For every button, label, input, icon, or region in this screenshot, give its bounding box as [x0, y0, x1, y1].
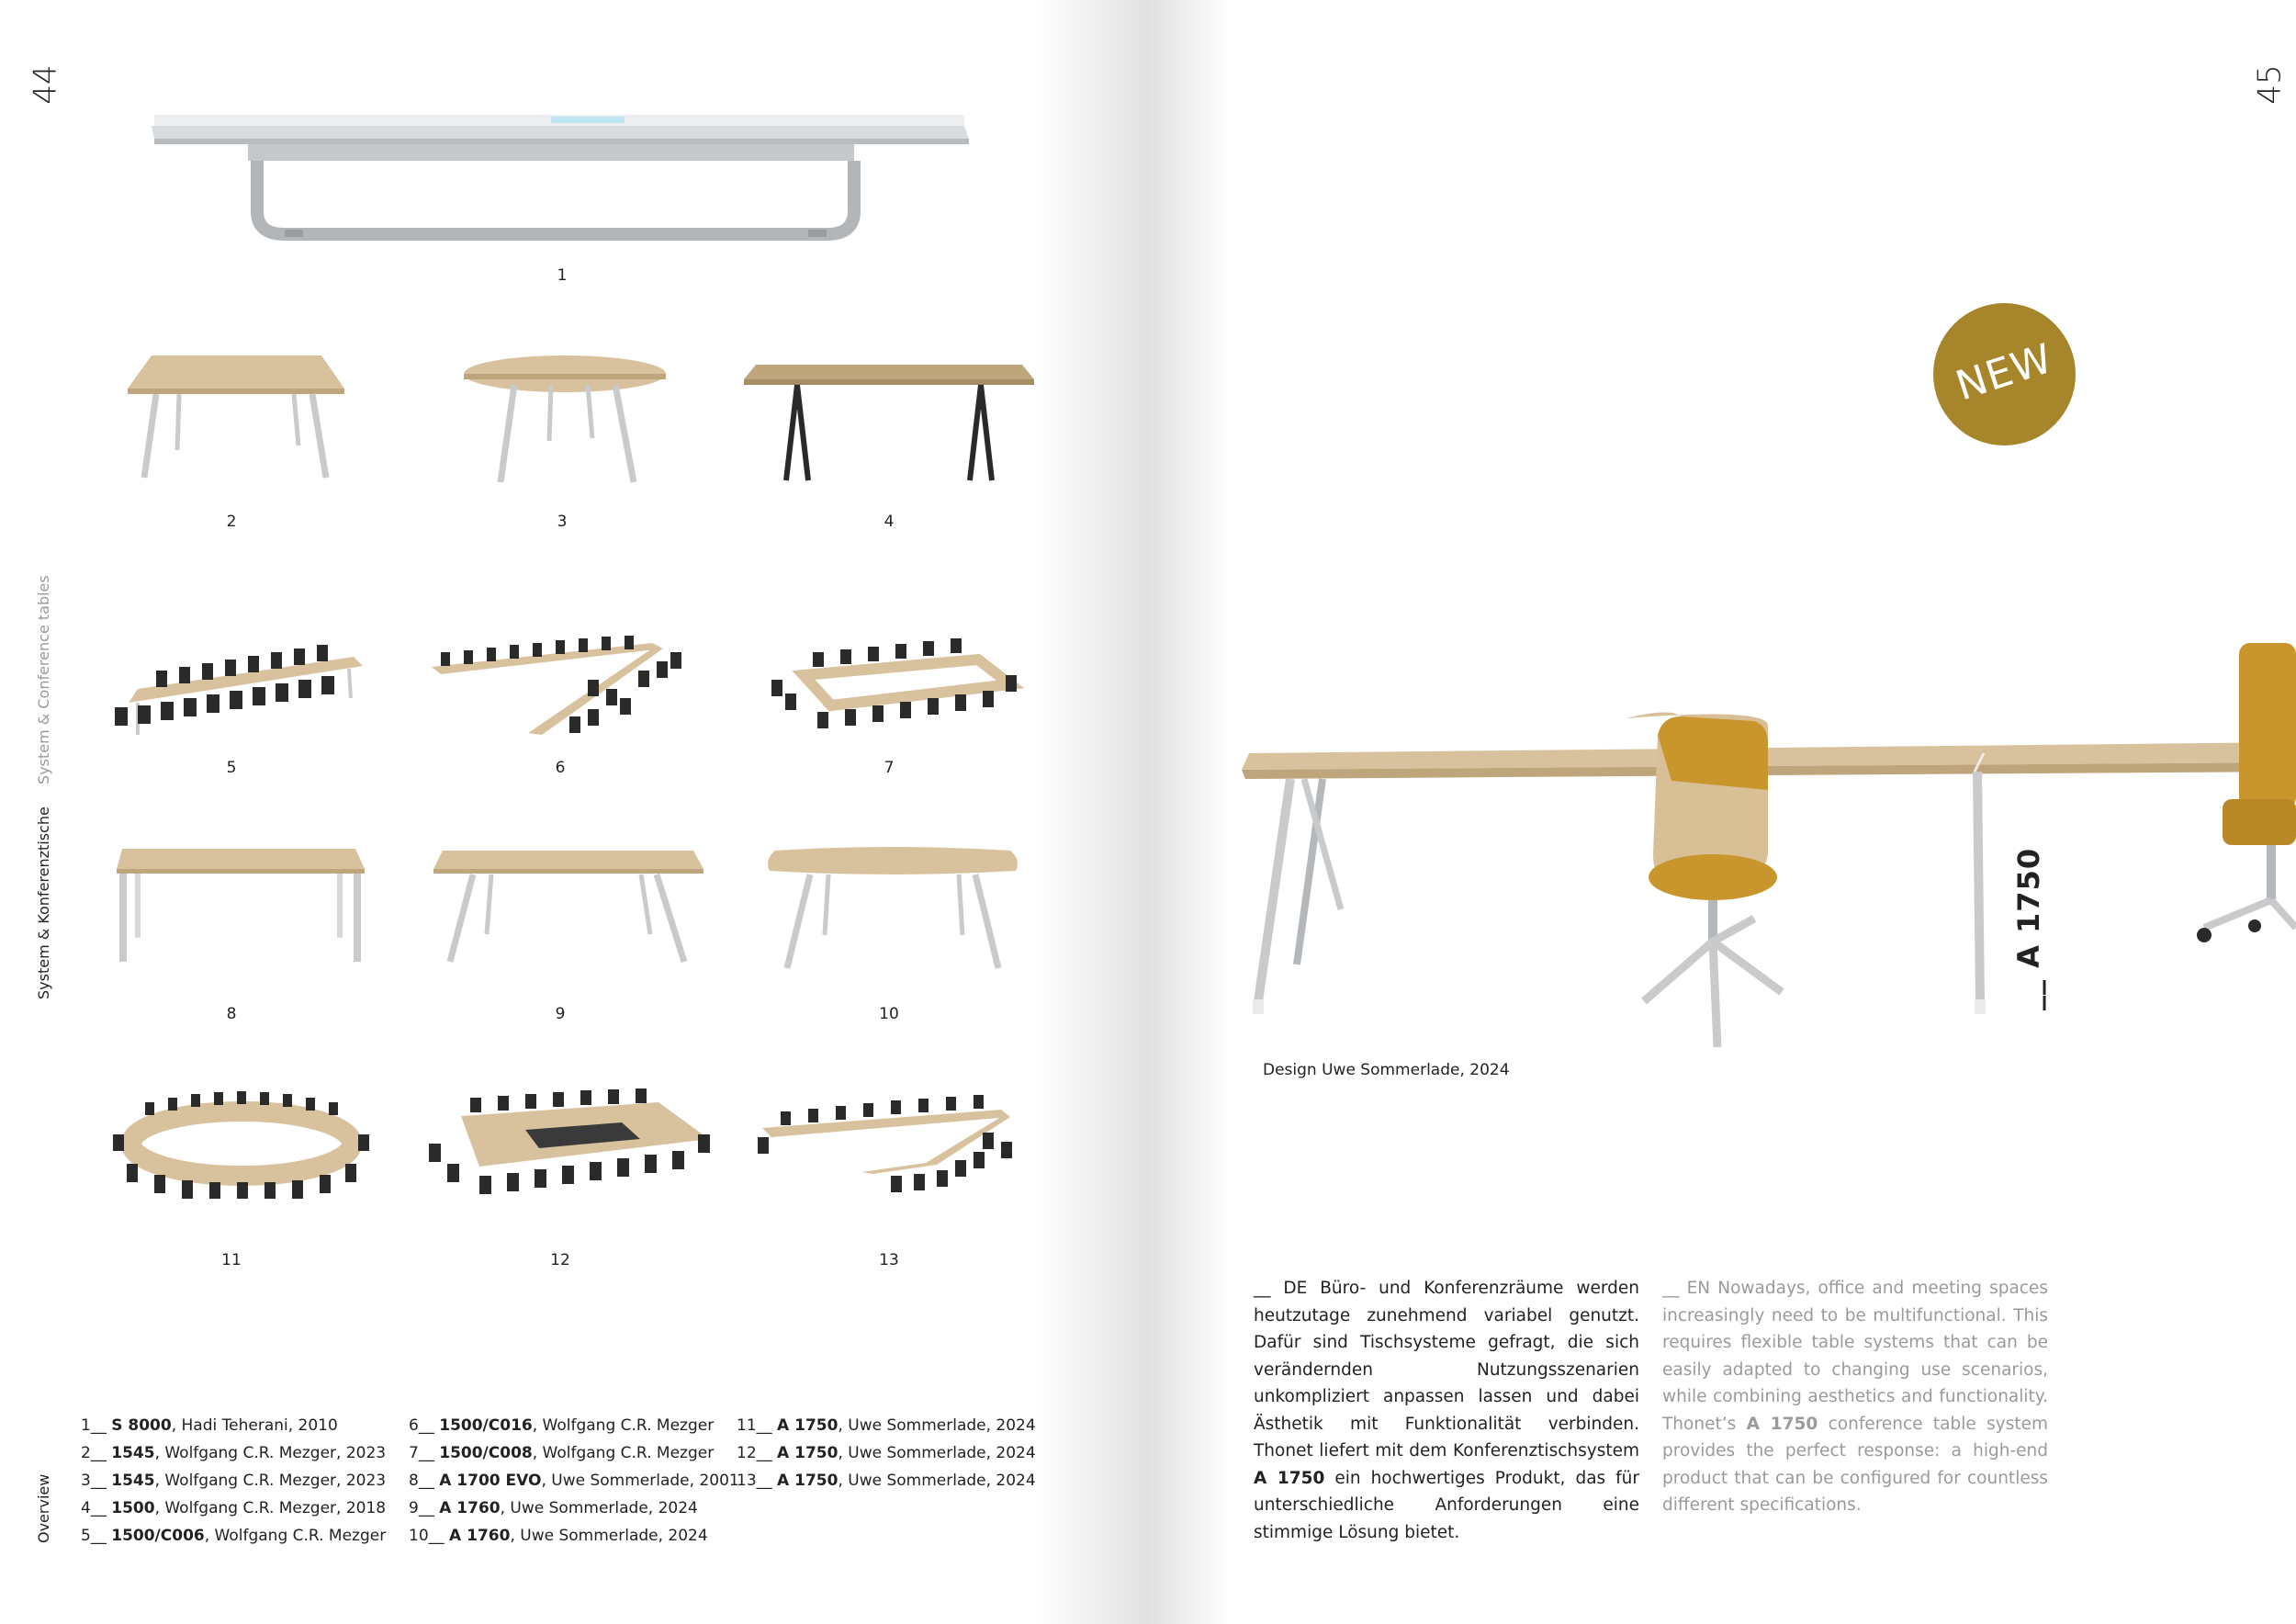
design-credit: Design Uwe Sommerlade, 2024 [1263, 1061, 1510, 1079]
legend-item: 6__ 1500/C016, Wolfgang C.R. Mezger [409, 1416, 715, 1435]
legend-item: 4__ 1500, Wolfgang C.R. Mezger, 2018 [81, 1499, 387, 1517]
new-badge [1933, 303, 2076, 445]
caption-3: 3 [557, 513, 568, 531]
legend-item: 9__ A 1760, Uwe Sommerlade, 2024 [409, 1499, 698, 1517]
new-badge-label: NEW [1950, 334, 2059, 411]
legend-column-3 [737, 1412, 1036, 1494]
text-en: __ EN Nowadays, office and meeting spaces increasingly need to be multifunctional. This requires flexible table systems that can be easily adapted to changing use scenarios, while combining aesthetics and functionality. Thonet’s A 1750 conference table system provides the perfect response: a high-end product that can be configured for countless different specifications. [1662, 1279, 2048, 1515]
product-title-vertical: __ A 1750 [2011, 847, 2046, 1010]
product-13-image [753, 1091, 1029, 1201]
product-4-image [742, 363, 1036, 484]
product-5-image [110, 634, 367, 749]
side-label-overview: Overview [35, 1473, 52, 1543]
legend-item: 2__ 1545, Wolfgang C.R. Mezger, 2023 [81, 1444, 387, 1462]
product-9-image [432, 847, 707, 966]
legend-item: 11__ A 1750, Uwe Sommerlade, 2024 [737, 1416, 1036, 1435]
hero-chair-right [2197, 643, 2296, 942]
caption-4: 4 [884, 513, 895, 531]
product-1-image [147, 106, 974, 243]
caption-6: 6 [555, 759, 566, 777]
right-page [1148, 0, 2296, 1624]
legend-item: 13__ A 1750, Uwe Sommerlade, 2024 [737, 1472, 1036, 1490]
text-de: __ DE Büro- und Konferenzräume werden heutzutage zunehmend variabel genutzt. Dafür sind Tischsysteme gefragt, die sich verändernden Nutzungsszenarien unkompliziert anpassen lassen und dabei Ästhetik mit Funktionalität verbinden. Thonet liefert mit dem Konferenztischsystem A 1750 ein hochwertiges Produkt, das für unterschiedliche Anforderungen eine stimmige Lösung bietet. [1254, 1279, 1639, 1542]
caption-13: 13 [879, 1251, 899, 1269]
product-5-table [129, 657, 363, 735]
caption-1: 1 [557, 266, 568, 285]
legend-item: 5__ 1500/C006, Wolfgang C.R. Mezger [81, 1527, 387, 1545]
product-2-image [124, 354, 349, 482]
legend-item: 10__ A 1760, Uwe Sommerlade, 2024 [409, 1527, 708, 1545]
legend-item: 12__ A 1750, Uwe Sommerlade, 2024 [737, 1444, 1036, 1462]
product-8-image [115, 845, 367, 964]
caption-5: 5 [226, 759, 237, 777]
legend-column-1 [81, 1412, 386, 1550]
product-10-image [764, 847, 1021, 971]
product-12-image [424, 1088, 718, 1203]
caption-10: 10 [879, 1005, 899, 1023]
caption-8: 8 [226, 1005, 237, 1023]
legend-item: 1__ S 8000, Hadi Teherani, 2010 [81, 1416, 338, 1435]
hero-image-a1750 [1240, 634, 2296, 1056]
legend-column-2 [409, 1412, 739, 1550]
page-number-left: 44 [27, 64, 64, 105]
caption-7: 7 [884, 759, 895, 777]
legend-item: 7__ 1500/C008, Wolfgang C.R. Mezger [409, 1444, 715, 1462]
legend-item: 8__ A 1700 EVO, Uwe Sommerlade, 2001 [409, 1472, 739, 1490]
side-label-section: System & Konferenztische System & Conference tables [35, 575, 52, 999]
product-7-table [804, 660, 1010, 705]
caption-2: 2 [226, 513, 237, 531]
product-6-image [422, 634, 698, 749]
caption-9: 9 [555, 1005, 566, 1023]
caption-12: 12 [550, 1251, 570, 1269]
product-3-image [459, 354, 670, 487]
caption-11: 11 [221, 1251, 242, 1269]
legend-item: 3__ 1545, Wolfgang C.R. Mezger, 2023 [81, 1472, 387, 1490]
product-11-image [108, 1088, 375, 1199]
product-7-image [762, 634, 1029, 749]
gutter-shadow [1148, 0, 1231, 1624]
gutter-shadow [1038, 0, 1148, 1624]
page-number-right: 45 [2251, 64, 2289, 105]
